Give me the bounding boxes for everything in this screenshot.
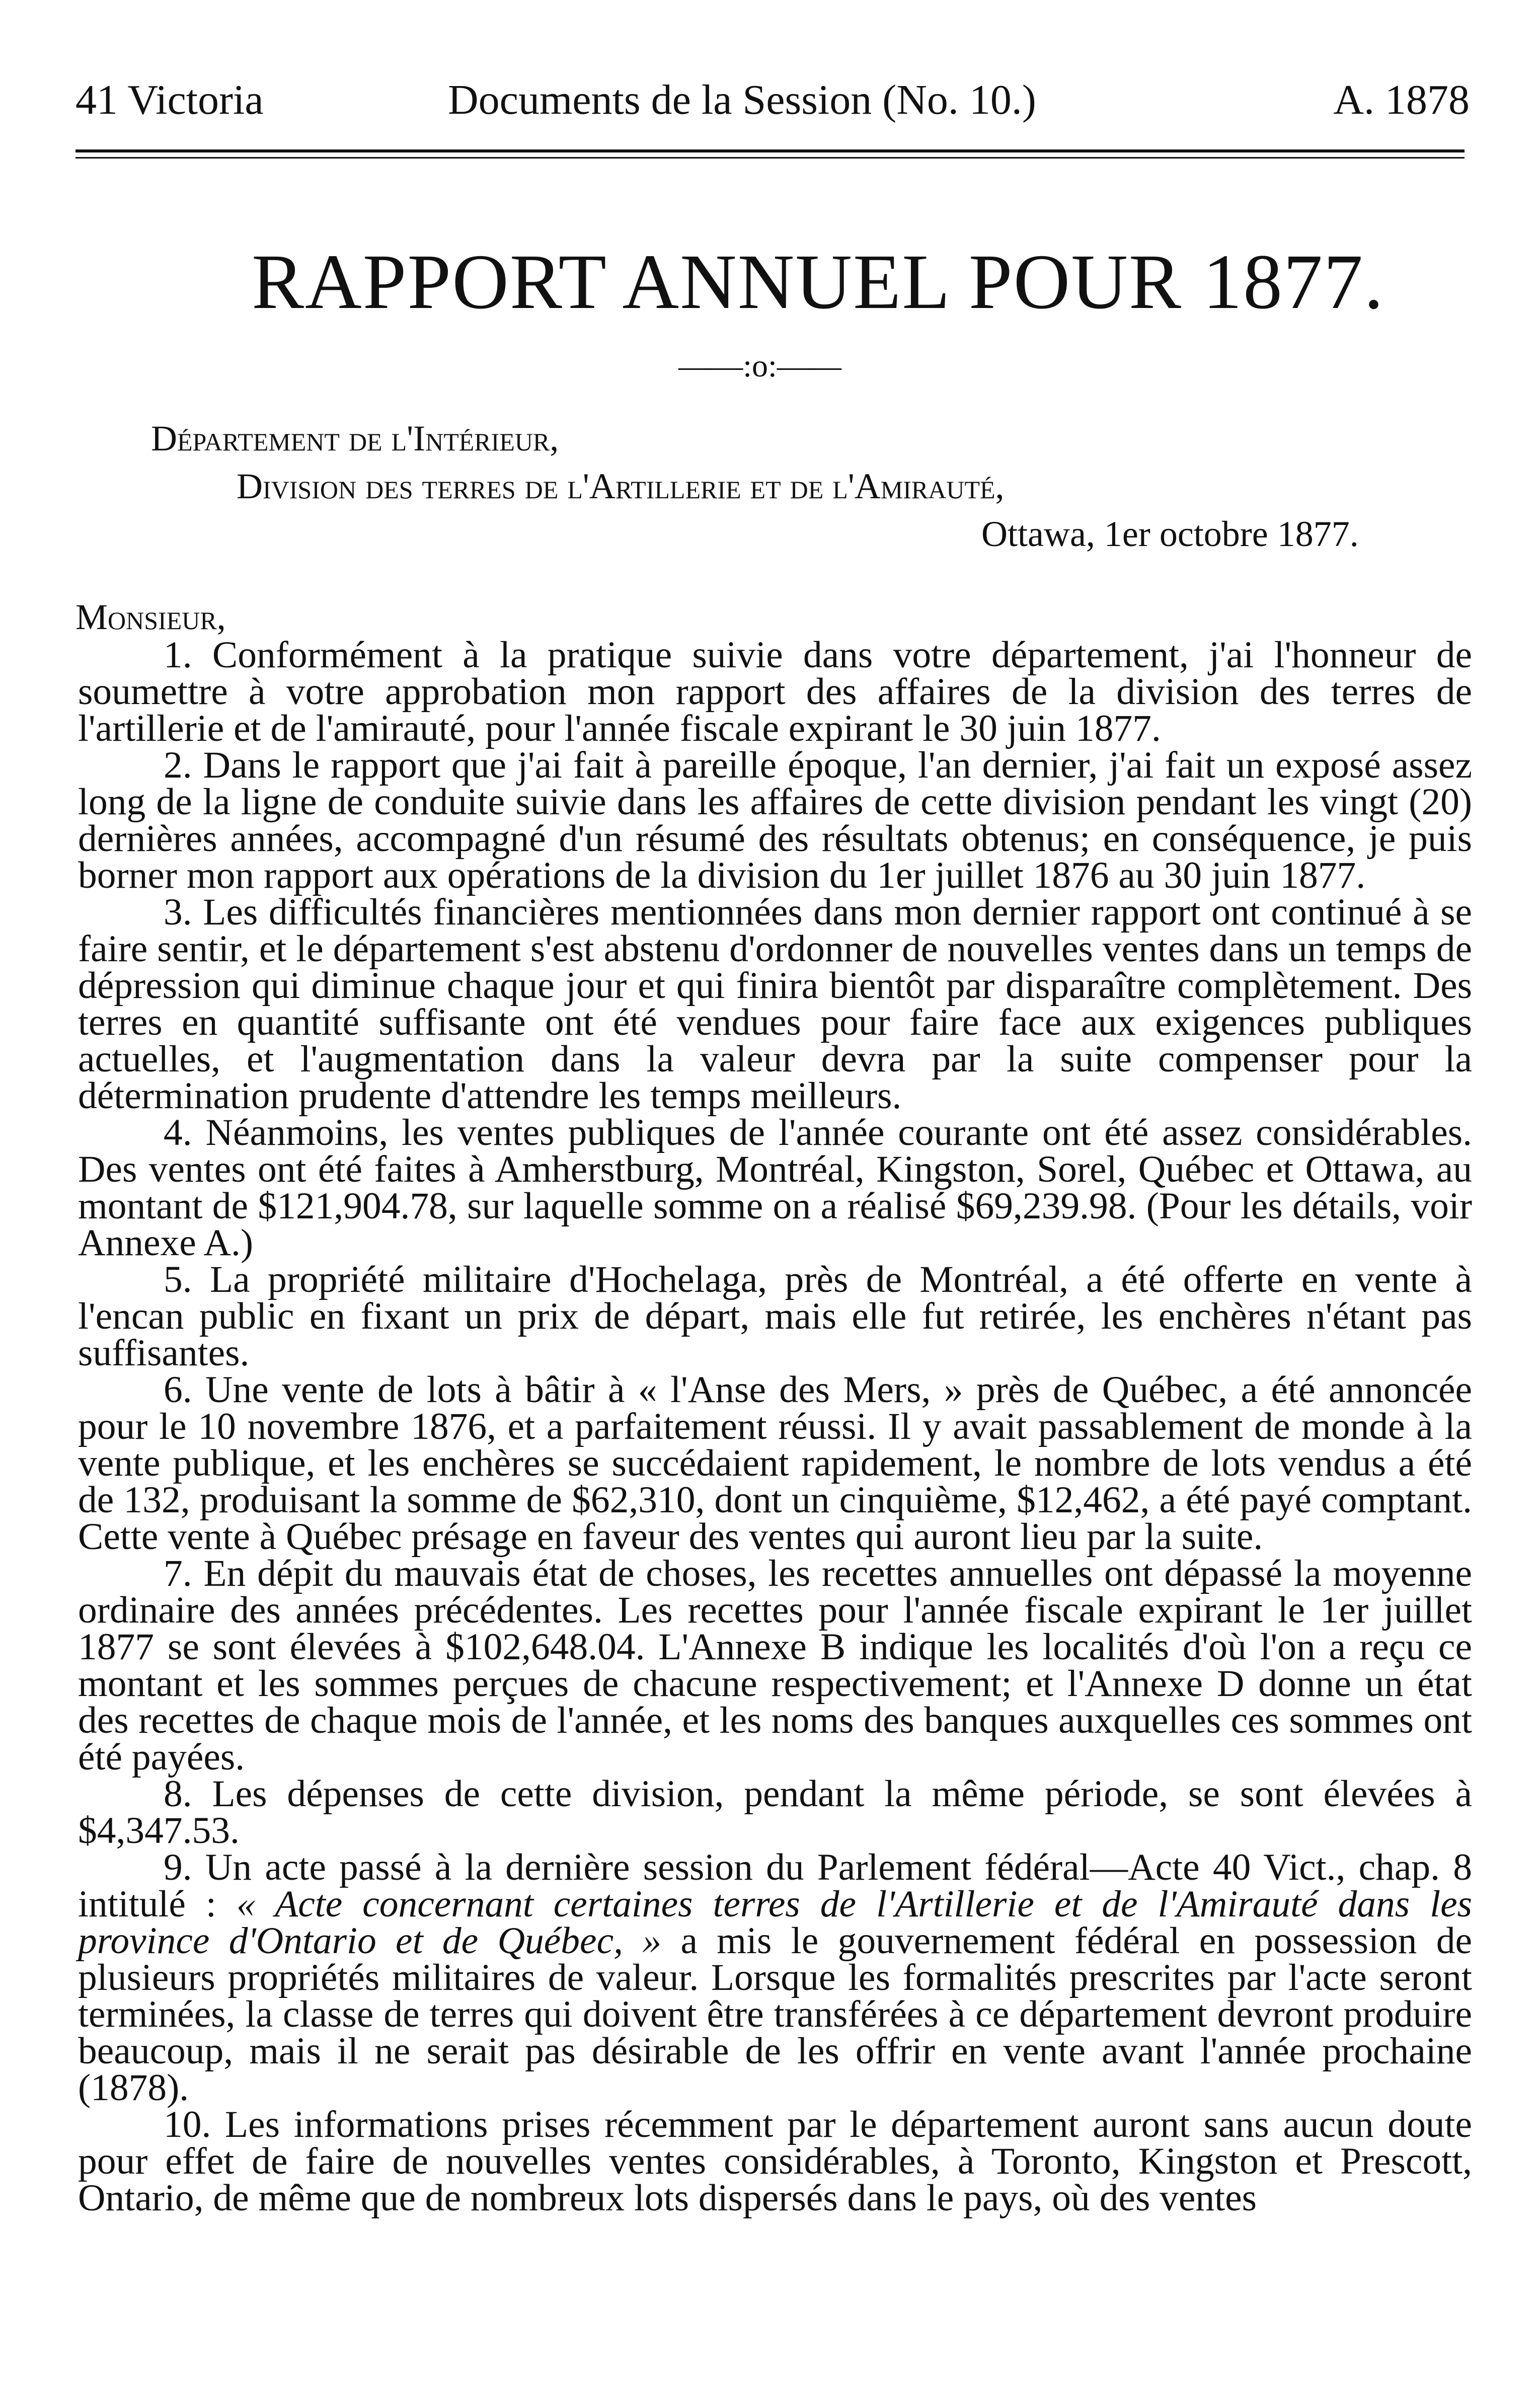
paragraph-8: 8. Les dépenses de cette division, pendant la même période, se sont élevées à $4,347.53.	[78, 1773, 1472, 1852]
paragraph-2: 2. Dans le rapport que j'ai fait à pareille époque, l'an dernier, j'ai fait un exposé assez long de la ligne de conduite suivie dans les affaires de cette division pendant les vingt (20) dernières années, accompagné d'un résumé des résultats obtenus; en conséquence, je puis borner mon rapport aux opérations de la division du 1er juillet 1876 au 30 juin 1877.	[78, 744, 1472, 896]
running-header	[75, 75, 1470, 131]
dateline	[981, 513, 1359, 555]
dateline-text: Ottawa, 1er octobre 1877.	[981, 514, 1359, 554]
header-volume: 41 Victoria	[75, 76, 264, 123]
report-body	[78, 634, 1472, 2219]
paragraph-10: 10. Les informations prises récemment par le département auront sans aucun doute pour effet de faire de nouvelles ventes considérables, à Toronto, Kingston et Prescott, Ontario, de même que de nombreux lots dispersés dans le pays, où des ventes	[78, 2104, 1472, 2219]
paragraph-3: 3. Les difficultés financières mentionnées dans mon dernier rapport ont continué à se faire sentir, et le département s'est abstenu d'ordonner de nouvelles ventes dans un temps de dépression qui diminue chaque jour et qui finira bientôt par disparaître complètement. Des terres en quantité suffisante ont été vendues pour faire face aux exigences publiques actuelles, et l'augmentation dans la valeur devra par la suite compenser pour la détermination prudente d'attendre les temps meilleurs.	[78, 891, 1472, 1117]
paragraph-9-rest: a mis le gouvernement fédéral en possession de plusieurs propriétés militaires de valeur. Lorsque les formalités prescrites par l'acte seront terminées, la classe de terres qui doivent être transférées à ce département devront produire beaucoup, mais il ne serait pas désirable de les offrir en vente avant l'année prochaine (1878).	[78, 1920, 1472, 2109]
division-heading: Division des terres de l'Artillerie et de l'Amirauté,	[237, 466, 1005, 506]
paragraph-9-lead: 9. Un acte passé à la dernière session du Parlement fédéral—Acte 40 Vict., chap. 8 intitulé :	[78, 1846, 1472, 1925]
header-rule-thin	[75, 157, 1465, 159]
salutation: Monsieur,	[75, 597, 226, 637]
paragraph-9	[78, 1846, 1472, 2109]
paragraph-6: 6. Une vente de lots à bâtir à « l'Anse des Mers, » près de Québec, a été annoncée pour le 10 novembre 1876, et a parfaitement réussi. Il y avait passablement de monde à la vente publique, et les enchères se succédaient rapidement, le nombre de lots vendus a été de 132, produisant la somme de $62,310, dont un cinquième, $12,462, a été payé comptant. Cette vente à Québec présage en faveur des ventes qui auront lieu par la suite.	[78, 1369, 1472, 1558]
title-ornament: ——:o:——	[678, 348, 841, 383]
paragraph-7: 7. En dépit du mauvais état de choses, les recettes annuelles ont dépassé la moyenne ordinaire des années précédentes. Les recettes pour l'année fiscale expirant le 1er juillet 1877 se sont élevées à $102,648.04. L'Annexe B indique les localités d'où l'on a reçu ce montant et les sommes perçues de chacune respectivement; et l'Annexe D donne un état des recettes de chaque mois de l'année, et les noms des banques auxquelles ces sommes ont été payées.	[78, 1553, 1472, 1778]
paragraph-4: 4. Néanmoins, les ventes publiques de l'année courante ont été assez considérables. Des ventes ont été faites à Amherstburg, Montréal, Kingston, Sorel, Québec et Ottawa, au montant de $121,904.78, sur laquelle somme on a réalisé $69,239.98. (Pour les détails, voir Annexe A.)	[78, 1112, 1472, 1264]
page-title: RAPPORT ANNUEL POUR 1877.	[252, 238, 1384, 325]
act-title: « Acte concernant certaines terres de l'Artillerie et de l'Amirauté dans les province d'Ontario et de Québec, »	[78, 1883, 1472, 1962]
header-year: A. 1878	[1333, 76, 1470, 123]
department-heading: Département de l'Intérieur,	[151, 418, 559, 458]
paragraph-5: 5. La propriété militaire d'Hochelaga, près de Montréal, a été offerte en vente à l'encan public en fixant un prix de départ, mais elle fut retirée, les enchères n'étant pas suffisantes.	[78, 1259, 1472, 1374]
paragraph-1: 1. Conformément à la pratique suivie dans votre département, j'ai l'honneur de soumettre à votre approbation mon rapport des affaires de la division des terres de l'artillerie et de l'amirauté, pour l'année fiscale expirant le 30 juin 1877.	[78, 634, 1472, 749]
header-rule	[75, 149, 1465, 152]
header-document-title: Documents de la Session (No. 10.)	[448, 76, 1036, 123]
